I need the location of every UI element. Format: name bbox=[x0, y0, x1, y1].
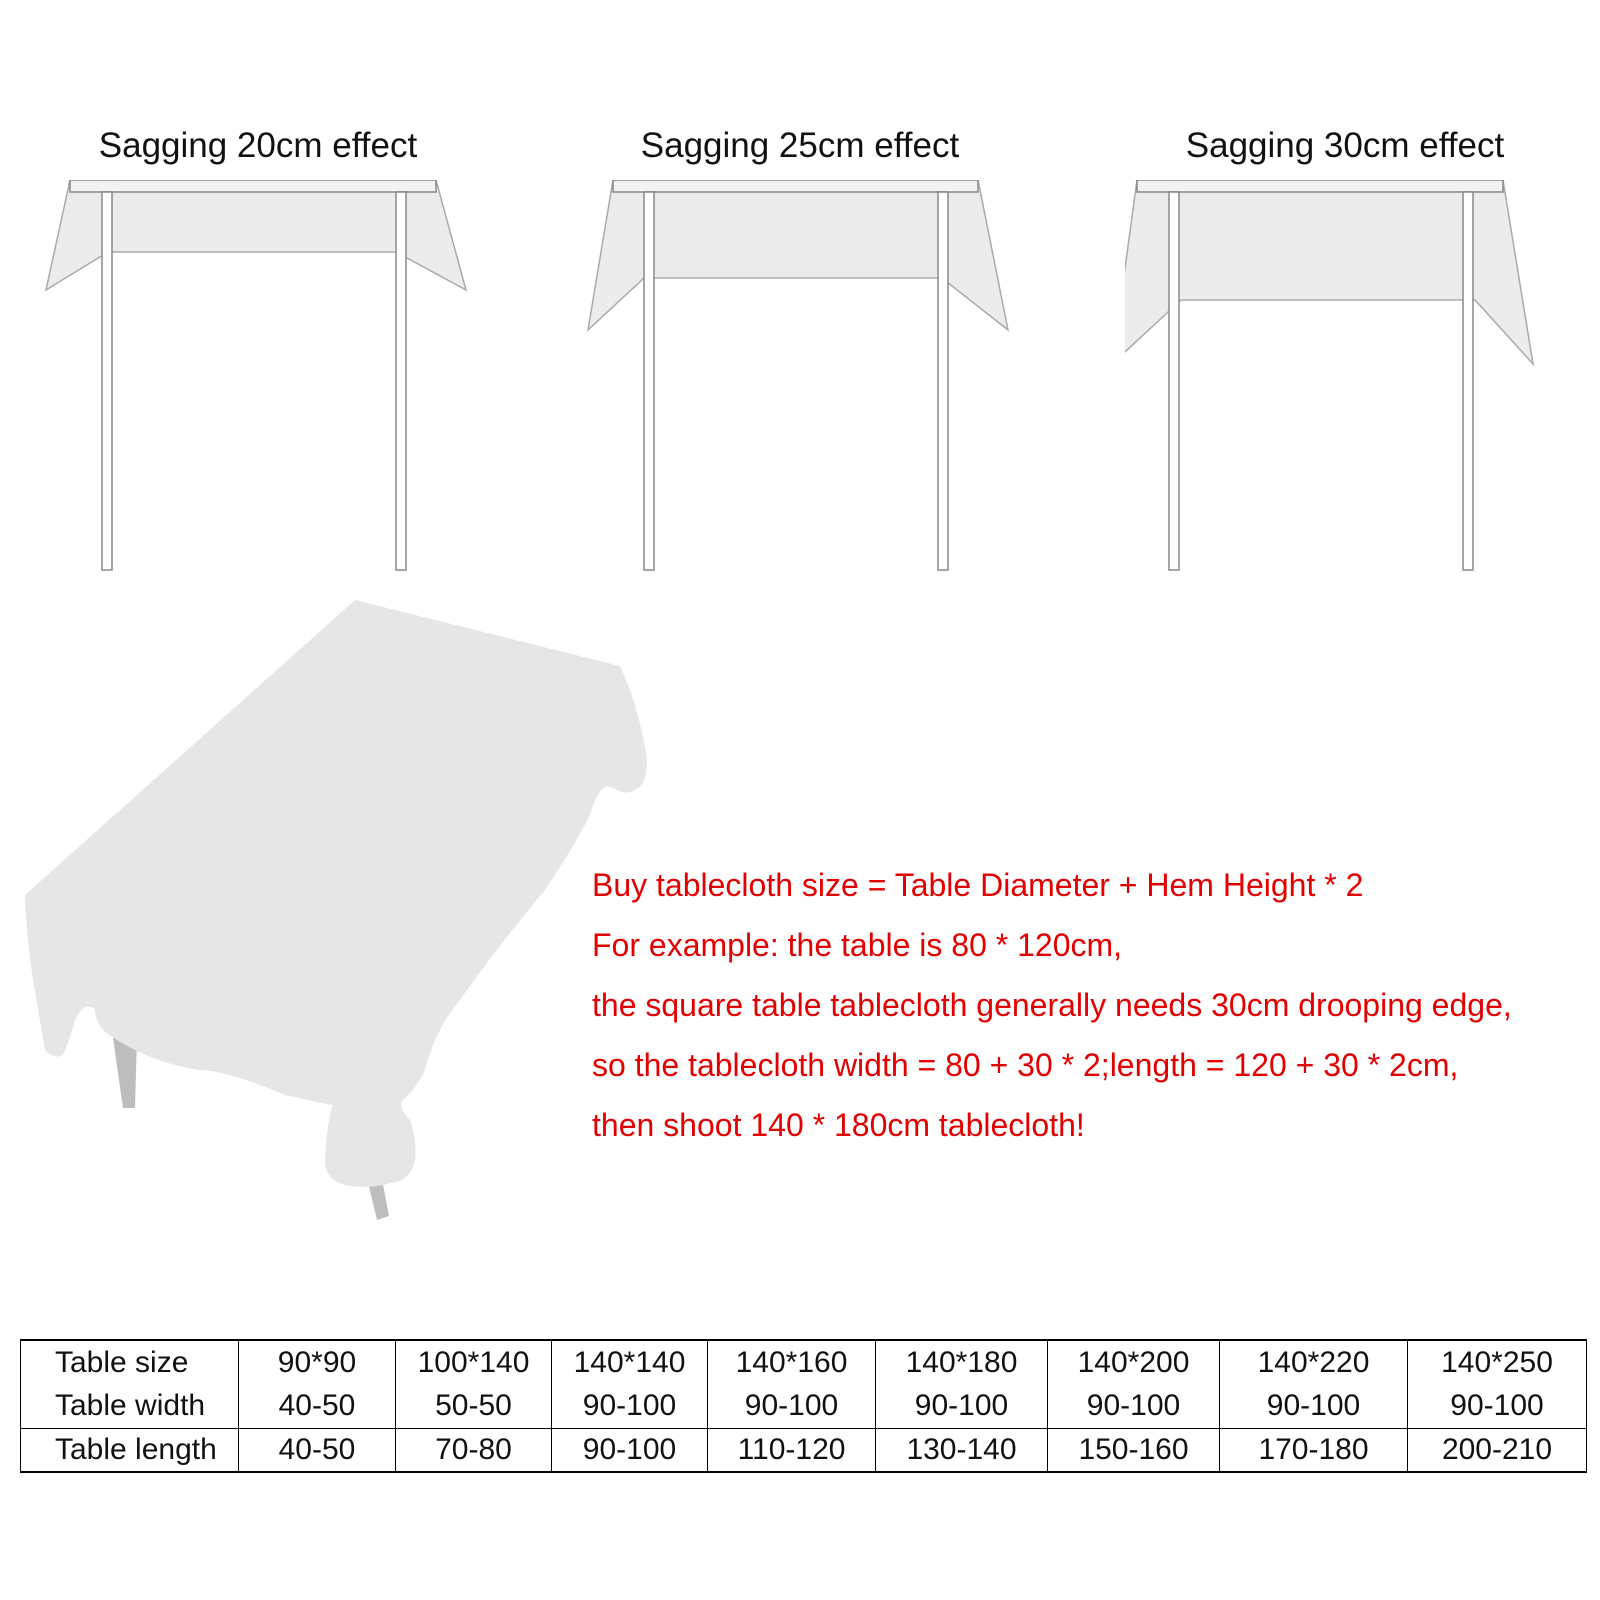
table-cell: 110-120 bbox=[708, 1428, 876, 1472]
table-cell: 170-180 bbox=[1220, 1428, 1408, 1472]
table-cell: 90-100 bbox=[552, 1428, 708, 1472]
table-cell: 90-100 bbox=[1408, 1384, 1587, 1428]
diagram-title: Sagging 20cm effect bbox=[98, 126, 418, 165]
table-cell: 90-100 bbox=[552, 1384, 708, 1428]
table-leg-left bbox=[644, 192, 654, 570]
table-cell: 200-210 bbox=[1408, 1428, 1587, 1472]
table-leg-right bbox=[1463, 192, 1473, 570]
table-top bbox=[70, 180, 436, 192]
table-sag-illustration bbox=[38, 180, 478, 600]
diagram-title: Sagging 25cm effect bbox=[640, 126, 960, 165]
table-cell: 90-100 bbox=[876, 1384, 1048, 1428]
table-row bbox=[21, 1428, 1587, 1472]
table-leg-left bbox=[1169, 192, 1179, 570]
formula-line: then shoot 140 * 180cm tablecloth! bbox=[592, 1107, 1085, 1143]
sagging-diagram-25cm bbox=[580, 110, 1020, 590]
tablecloth-formula bbox=[592, 855, 1592, 1155]
sagging-diagram-20cm bbox=[38, 110, 478, 590]
table-row bbox=[21, 1340, 1587, 1384]
table-cell: 90-100 bbox=[1048, 1384, 1220, 1428]
table-cell: 100*140 bbox=[396, 1340, 552, 1384]
formula-line: the square table tablecloth generally needs 30cm drooping edge, bbox=[592, 987, 1512, 1023]
formula-line: For example: the table is 80 * 120cm, bbox=[592, 927, 1123, 963]
table-sag-illustration bbox=[1125, 180, 1565, 600]
table-sag-illustration bbox=[580, 180, 1020, 600]
table-cell: 90-100 bbox=[1220, 1384, 1408, 1428]
table-leg-left bbox=[102, 192, 112, 570]
table-cell: 140*250 bbox=[1408, 1340, 1587, 1384]
table-cell: 140*160 bbox=[708, 1340, 876, 1384]
table-cell: 50-50 bbox=[396, 1384, 552, 1428]
table-cell: 40-50 bbox=[239, 1384, 396, 1428]
table-cell: 150-160 bbox=[1048, 1428, 1220, 1472]
table-top bbox=[1137, 180, 1503, 192]
formula-line: Buy tablecloth size = Table Diameter + Hem Height * 2 bbox=[592, 867, 1364, 903]
table-cell: 90*90 bbox=[239, 1340, 396, 1384]
draped-tablecloth-illustration bbox=[15, 600, 655, 1240]
table-cell: 40-50 bbox=[239, 1428, 396, 1472]
table-cell: 140*200 bbox=[1048, 1340, 1220, 1384]
table-cell: 90-100 bbox=[708, 1384, 876, 1428]
formula-line: so the tablecloth width = 80 + 30 * 2;length = 120 + 30 * 2cm, bbox=[592, 1047, 1459, 1083]
row-header: Table size bbox=[21, 1340, 239, 1384]
diagram-title: Sagging 30cm effect bbox=[1185, 126, 1505, 165]
table-cell: 140*220 bbox=[1220, 1340, 1408, 1384]
table-row bbox=[21, 1384, 1587, 1428]
sagging-diagram-30cm bbox=[1125, 110, 1565, 590]
table-top bbox=[613, 180, 978, 192]
table-cell: 140*180 bbox=[876, 1340, 1048, 1384]
table-cell: 70-80 bbox=[396, 1428, 552, 1472]
table-leg-right bbox=[396, 192, 406, 570]
table-cell: 130-140 bbox=[876, 1428, 1048, 1472]
table-leg-right bbox=[938, 192, 948, 570]
row-header: Table width bbox=[21, 1384, 239, 1428]
tablecloth-shape bbox=[25, 600, 647, 1187]
table-cell: 140*140 bbox=[552, 1340, 708, 1384]
row-header: Table length bbox=[21, 1428, 239, 1472]
size-table bbox=[20, 1339, 1587, 1473]
